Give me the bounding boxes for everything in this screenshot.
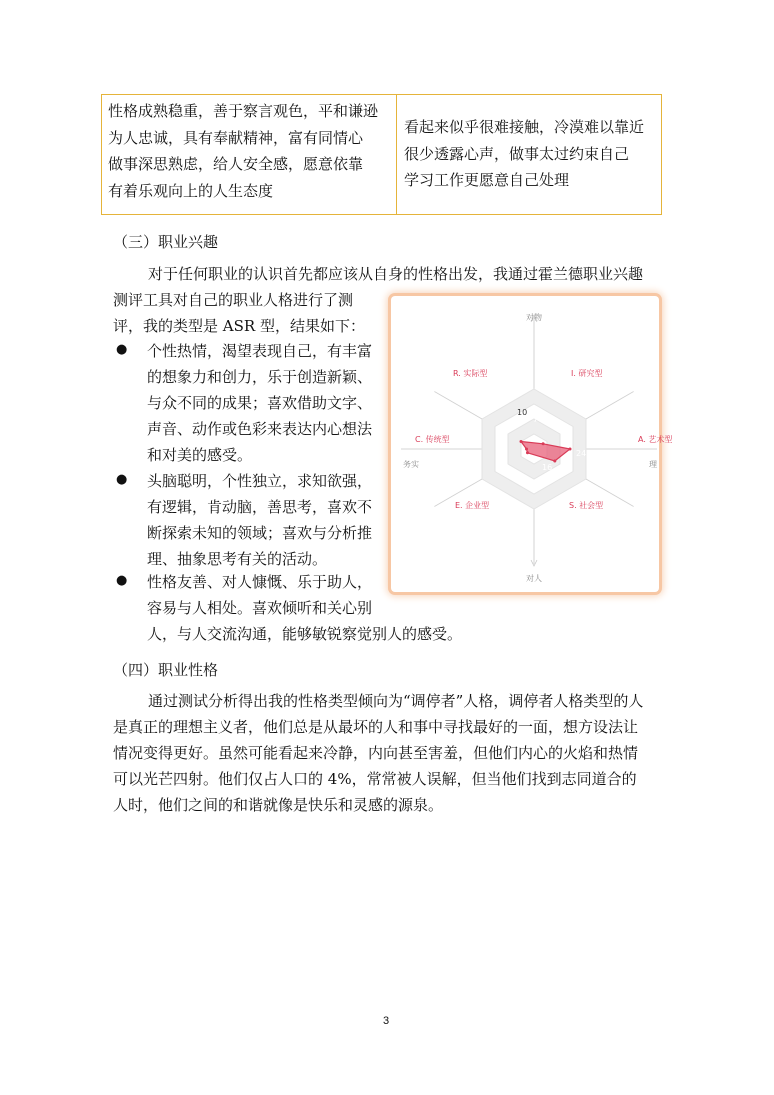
axis-label-right: 理 [649, 460, 657, 469]
table-line: 为人忠诚，具有奉献精神，富有同情心 [108, 128, 364, 147]
bullet-dot-icon: ● [116, 573, 128, 588]
radar-value-label: 16 [542, 463, 553, 472]
radar-value-label: 10 [517, 408, 528, 417]
personality-table [101, 94, 662, 215]
radar-data-point [525, 448, 528, 451]
table-cell-weaknesses [404, 114, 660, 194]
section-heading-career-personality: （四）职业性格 [113, 661, 219, 679]
radar-type-label: S. 社会型 [569, 501, 604, 510]
radar-spoke-line [434, 392, 482, 420]
table-divider [396, 95, 397, 214]
bullet-line: 断探索未知的领域；喜欢与分析推 [147, 524, 373, 542]
table-line: 做事深思熟虑，给人安全感，愿意依靠 [108, 155, 364, 173]
bullet-line: 理、抽象思考有关的活动。 [147, 550, 328, 568]
radar-type-label: A. 艺术型 [638, 435, 673, 444]
bullet-line: 头脑聪明，个性独立，求知欲强， [147, 472, 373, 490]
bullet-line: 个性热情，渴望表现自己，有丰富 [147, 342, 373, 360]
bullet-line: 声音、动作或色彩来表达内心想法 [147, 420, 373, 438]
holland-radar-chart [391, 296, 673, 592]
paragraph-line: 可以光芒四射。他们仅占人口的 4%，常常被人误解，但当他们找到志同道合的 [113, 770, 637, 788]
bullet-line: 人，与人交流沟通，能够敏锐察觉别人的感受。 [147, 625, 463, 643]
section-heading-career-interest: （三）职业兴趣 [113, 233, 219, 251]
radar-value-label: 7 [533, 415, 539, 424]
paragraph-line: 是真正的理想主义者，他们总是从最坏的人和事中寻找最好的一面，想方设法让 [113, 718, 639, 736]
radar-type-label: C. 传统型 [415, 435, 450, 444]
paragraph-line: 人时，他们之间的和谐就像是快乐和灵感的源泉。 [113, 796, 444, 814]
paragraph-line: 通过测试分析得出我的性格类型倾向为“调停者”人格，调停者人格类型的人 [148, 692, 644, 710]
paragraph-line: 测评工具对自己的职业人格进行了测 [113, 291, 354, 309]
table-line: 很少透露心声，做事太过约束自己 [404, 144, 630, 163]
bullet-line: 与众不同的成果；喜欢借助文字、 [147, 394, 373, 412]
table-line: 有着乐观向上的人生态度 [108, 181, 274, 200]
page-number: 3 [383, 1015, 390, 1027]
radar-data-point [542, 442, 545, 445]
radar-type-label: I. 研究型 [571, 369, 603, 378]
bullet-line: 容易与人相处。喜欢倾听和关心别 [147, 599, 373, 617]
paragraph-line: 情况变得更好。虽然可能看起来冷静，内向甚至害羞，但他们内心的火焰和热情 [113, 744, 639, 762]
axis-label-left: 务实 [403, 460, 419, 469]
bullet-line: 有逻辑，肯动脑，善思考，喜欢不 [147, 498, 373, 516]
axis-label-bottom: 对人 [526, 574, 542, 583]
bullet-line: 的想象力和创力，乐于创造新颖、 [147, 368, 373, 386]
radar-chart-svg [391, 296, 673, 592]
radar-data-point [520, 440, 523, 443]
radar-type-label: R. 实际型 [453, 369, 488, 378]
bullet-dot-icon: ● [116, 472, 128, 487]
bullet-line: 和对美的感受。 [147, 446, 253, 464]
radar-data-point [569, 448, 572, 451]
bullet-line: 性格友善、对人慷慨、乐于助人， [147, 573, 373, 591]
paragraph-line: 评，我的类型是 ASR 型，结果如下： [113, 317, 365, 335]
table-line: 看起来似乎很难接触，冷漠难以靠近 [404, 118, 645, 136]
radar-spoke-line [586, 392, 634, 420]
paragraph-line: 对于任何职业的认识首先都应该从自身的性格出发，我通过霍兰德职业兴趣 [148, 265, 644, 283]
bullet-dot-icon: ● [116, 342, 128, 357]
table-line: 学习工作更愿意自己处理 [404, 171, 570, 189]
radar-value-label: 24 [576, 449, 587, 458]
axis-label-top: 对物 [526, 313, 542, 322]
table-line: 性格成熟稳重，善于察言观色，平和谦逊 [108, 102, 379, 120]
radar-type-label: E. 企业型 [455, 501, 490, 510]
table-cell-strengths [108, 98, 394, 204]
radar-data-point [553, 460, 556, 463]
radar-data-point [526, 451, 529, 454]
